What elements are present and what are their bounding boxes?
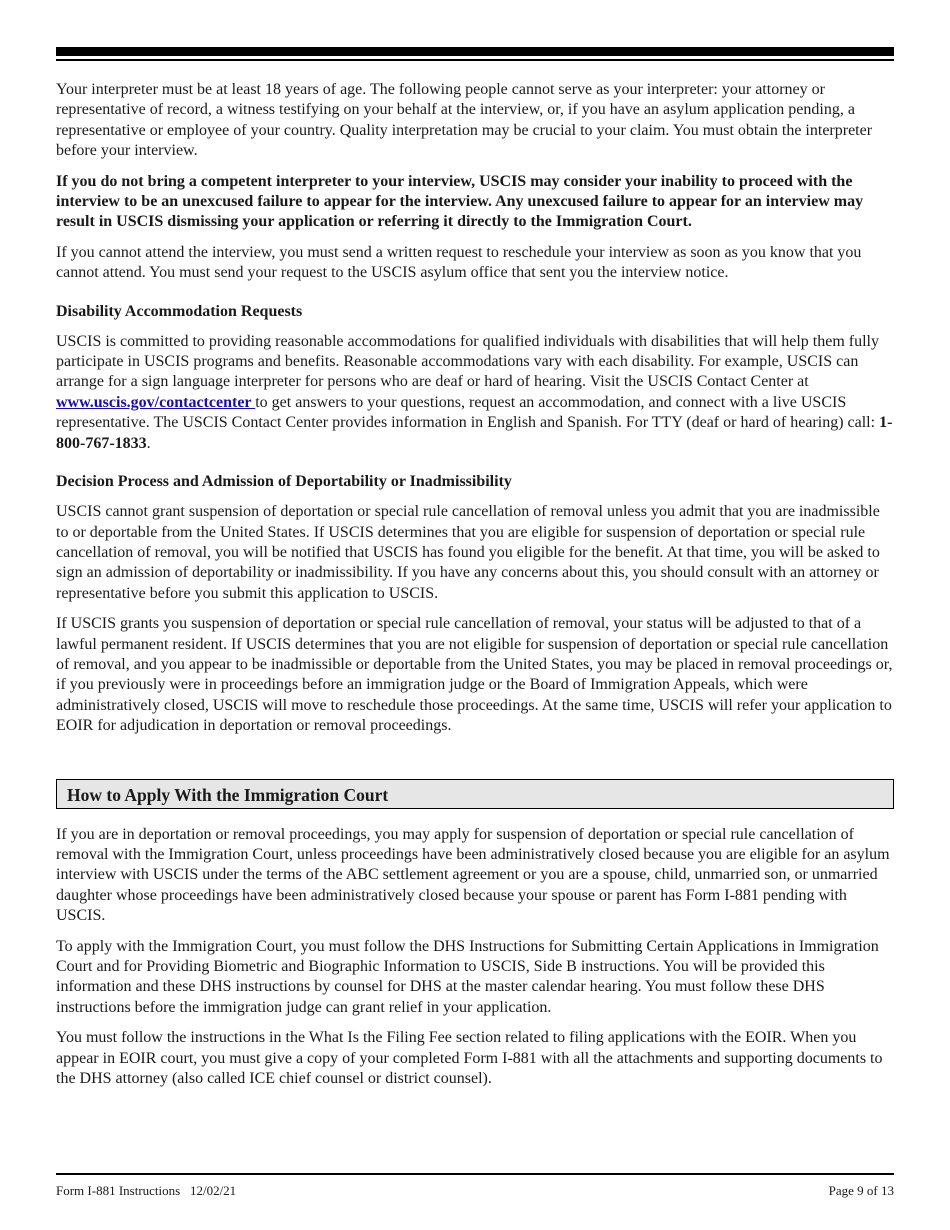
interpreter-warning-paragraph: If you do not bring a competent interpreter to your interview, USCIS may consider your inability to proceed with the interview to be an unexcused failure to appear for the interview. Any unexcused failure to appear for an interview may result in USCIS dismissing your application or referring it directly to the Immigration Court. — [56, 172, 864, 231]
court-paragraph-3: You must follow the instructions in the What Is the Filing Fee section related to filing applications with the EOIR. When you appear in EOIR court, you must give a copy of your completed Form I-881 with all the attachments and supporting documents to the DHS attorney (also called ICE chief counsel or district counsel). — [56, 1029, 883, 1088]
footer-rule — [56, 1173, 894, 1175]
tty-phone-number: 1-800-767-1833 — [56, 414, 893, 452]
disability-paragraph — [56, 332, 894, 454]
reschedule-paragraph: If you cannot attend the interview, you must send a written request to reschedule your interview as soon as you know that you cannot attend. You must send your request to the USCIS asylum office that sent you the interview notice. — [56, 243, 862, 282]
disability-heading: Disability Accommodation Requests — [56, 302, 303, 320]
immigration-court-section-title: How to Apply With the Immigration Court — [56, 779, 894, 809]
page-content — [56, 80, 894, 1099]
court-paragraph-1: If you are in deportation or removal proceedings, you may apply for suspension of deportation or special rule cancellation of removal with the Immigration Court, unless proceedings have been administratively closed because you are eligible for an asylum interview with USCIS under the terms of the ABC settlement agreement or you are a spouse, child, unmarried son, or unmarried daughter whose proceedings have been administratively closed because your spouse or parent has Form I-881 pending with USCIS. — [56, 825, 890, 925]
disability-end: . — [146, 434, 151, 452]
footer-page-number: Page 9 of 13 — [828, 1183, 894, 1198]
disability-text-before-link: USCIS is committed to providing reasonable accommodations for qualified individuals with disabilities that will help them fully participate in USCIS programs and benefits. Reasonable accommodations vary with each disability. For example, USCIS can arrange for a sign language interpreter for persons who are deaf or hard of hearing. Visit the USCIS Contact Center at — [56, 332, 879, 391]
decision-paragraph-1: USCIS cannot grant suspension of deportation or special rule cancellation of removal unless you admit that you are inadmissible to or deportable from the United States. If USCIS determines that you are eligible for suspension of deportation or special rule cancellation of removal, you will be notified that USCIS has found you eligible for the benefit. At that time, you will be asked to sign an admission of deportability or inadmissibility. If you have any concerns about this, you should consult with an attorney or representative before you submit this application to USCIS. — [56, 503, 880, 602]
header-rule-thick — [56, 47, 894, 56]
court-paragraph-2: To apply with the Immigration Court, you must follow the DHS Instructions for Submitting Certain Applications in Immigration Court and for Providing Biometric and Biographic Information to USCIS, Side B instructions. You will be provided this information and these DHS instructions by counsel for DHS at the master calendar hearing. You must follow these DHS instructions before the immigration judge can grant relief in your application. — [56, 937, 879, 1016]
footer-form-id: Form I-881 Instructions 12/02/21 — [56, 1183, 237, 1198]
disability-text-after-link: to get answers to your questions, request an accommodation, and connect with a live USCIS representative. The USCIS Contact Center provides information in English and Spanish. For TTY (deaf or hard of hearing) call: — [56, 393, 880, 432]
interpreter-age-paragraph: Your interpreter must be at least 18 years of age. The following people cannot serve as your interpreter: your attorney or representative of record, a witness testifying on your behalf at the interview, or, if you have an asylum application pending, a representative or employee of your country. Quality interpretation may be crucial to your claim. You must obtain the interpreter before your interview. — [56, 81, 873, 160]
decision-paragraph-2: If USCIS grants you suspension of deportation or special rule cancellation of removal, your status will be adjusted to that of a lawful permanent resident. If USCIS determines that you are not eligible for suspension of deportation or special rule cancellation of removal, and you appear to be inadmissible or deportable from the United States, you may be placed in removal proceedings or, if you previously were in proceedings before an immigration judge or the Board of Immigration Appeals, which were administratively closed, USCIS will move to reschedule those proceedings. At the same time, USCIS will refer your application to EOIR for adjudication in deportation or removal proceedings. — [56, 615, 893, 735]
contact-center-link[interactable]: www.uscis.gov/contactcenter — [56, 393, 256, 411]
header-rule-thin — [56, 59, 894, 61]
decision-heading: Decision Process and Admission of Deportability or Inadmissibility — [56, 473, 512, 491]
